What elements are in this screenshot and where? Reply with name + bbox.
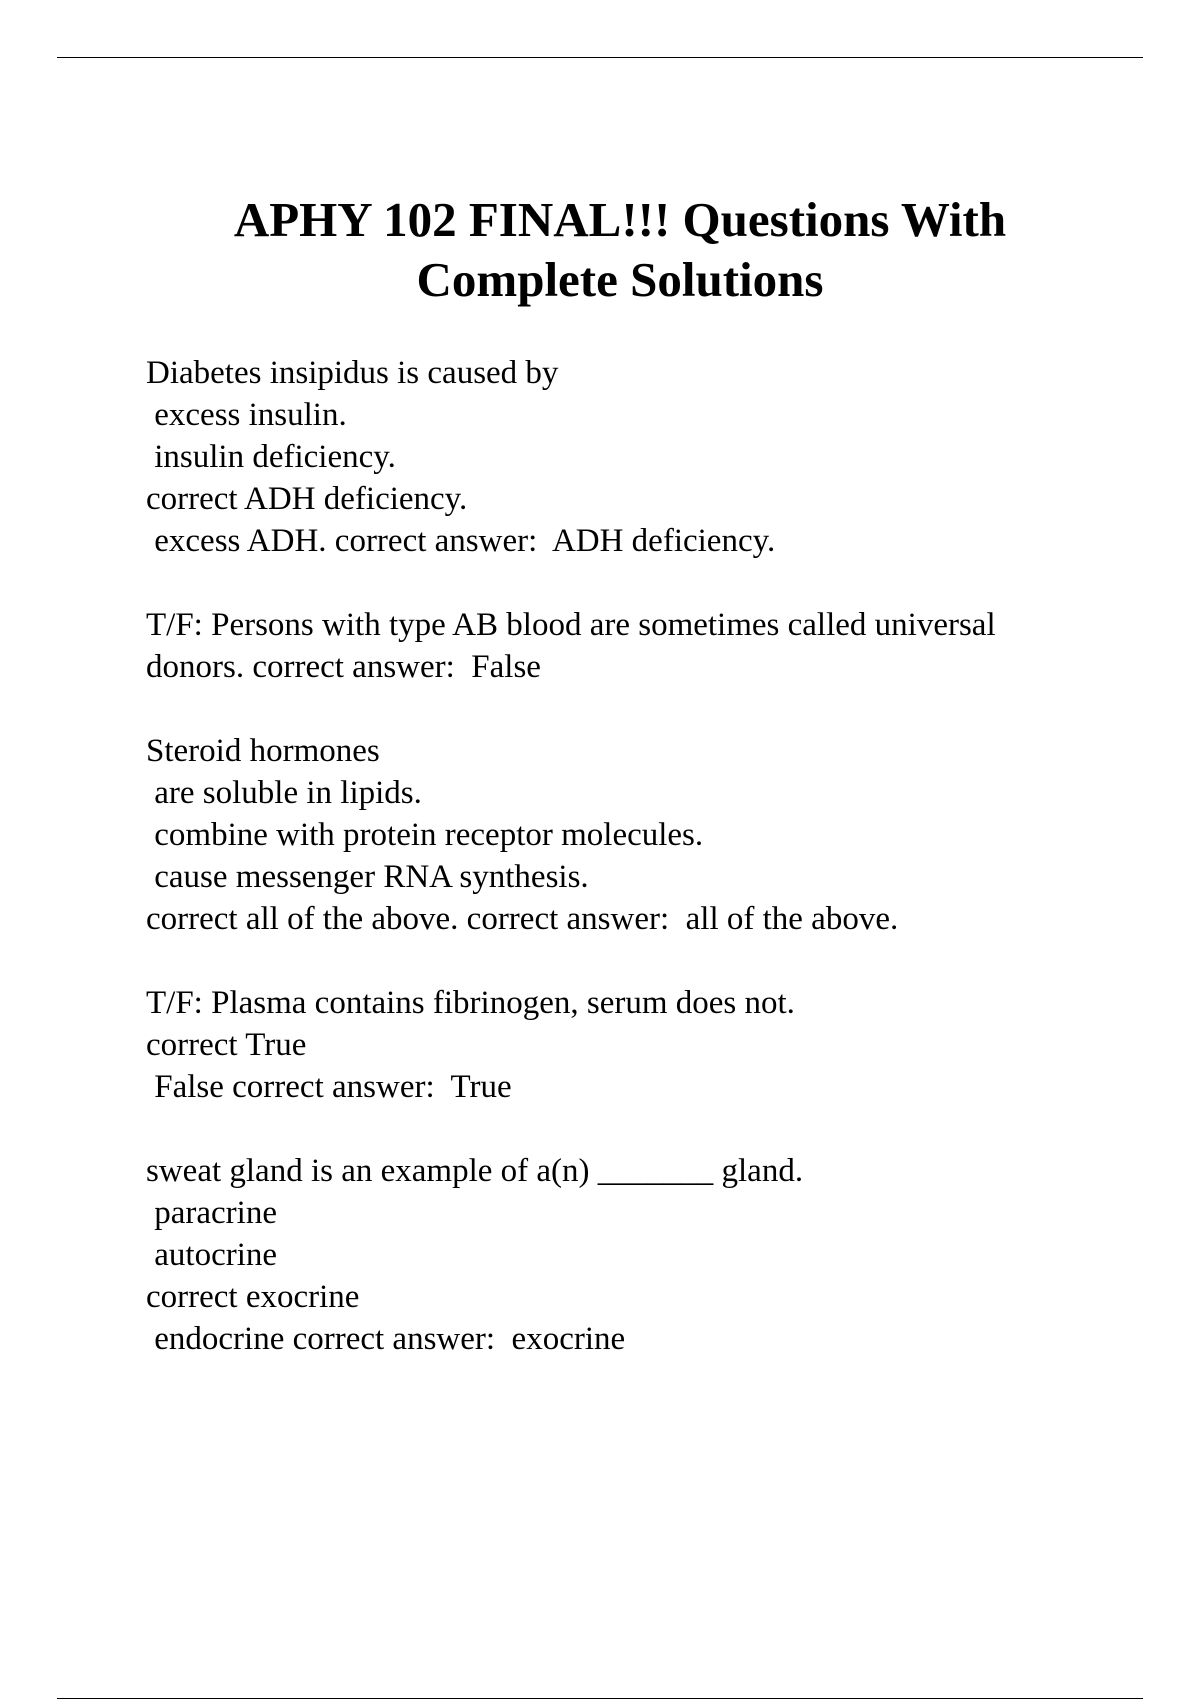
answer-option: autocrine <box>146 1237 278 1273</box>
answer-option: correct exocrine <box>146 1279 360 1315</box>
question-text-with-solution: donors. correct answer: False <box>146 649 541 685</box>
question-block-4 <box>146 982 1146 1108</box>
bottom-rule <box>57 1698 1143 1699</box>
answer-option-with-solution: correct all of the above. correct answer: all of the above. <box>146 901 899 937</box>
answer-option: excess insulin. <box>146 397 347 433</box>
question-text: Steroid hormones <box>146 733 380 769</box>
question-text: sweat gland is an example of a(n) _______ gland. <box>146 1153 804 1189</box>
question-block-3 <box>146 730 1146 940</box>
answer-option: combine with protein receptor molecules. <box>146 817 704 853</box>
title-line-2: Complete Solutions <box>416 252 824 307</box>
answer-option: insulin deficiency. <box>146 439 396 475</box>
question-block-2 <box>146 604 1146 688</box>
document-title <box>0 190 1200 310</box>
question-text: Diabetes insipidus is caused by <box>146 355 559 391</box>
question-list <box>146 352 1146 1402</box>
title-line-1: APHY 102 FINAL!!! Questions With <box>233 192 1007 247</box>
question-block-1 <box>146 352 1146 562</box>
answer-option-with-solution: endocrine correct answer: exocrine <box>146 1321 626 1357</box>
question-text: T/F: Plasma contains fibrinogen, serum does not. <box>146 985 795 1021</box>
answer-option: cause messenger RNA synthesis. <box>146 859 589 895</box>
question-text: T/F: Persons with type AB blood are sometimes called universal <box>146 607 996 643</box>
answer-option: correct True <box>146 1027 307 1063</box>
answer-option: paracrine <box>146 1195 277 1231</box>
question-block-5 <box>146 1150 1146 1360</box>
answer-option: are soluble in lipids. <box>146 775 422 811</box>
answer-option-with-solution: excess ADH. correct answer: ADH deficiency. <box>146 523 776 559</box>
top-rule <box>57 57 1143 58</box>
answer-option: correct ADH deficiency. <box>146 481 468 517</box>
answer-option-with-solution: False correct answer: True <box>146 1069 512 1105</box>
